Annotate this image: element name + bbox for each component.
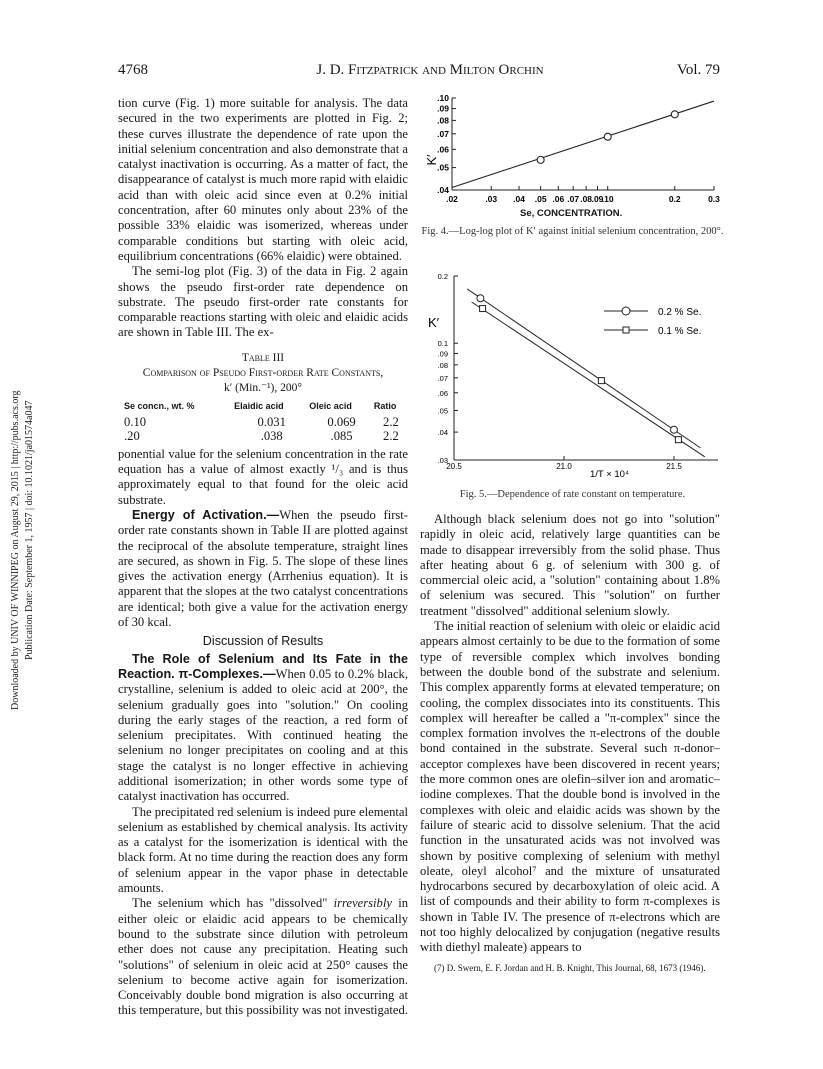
fig4-data-point <box>671 111 678 118</box>
table-cell: 2.2 <box>383 414 399 429</box>
fig4-y-tick-label: .07 <box>437 128 449 139</box>
fig5-y-tick-label: 0.2 <box>437 272 448 281</box>
fig5-y-tick-label: .04 <box>437 428 448 438</box>
legend-entry: 0.2 % Se. <box>658 307 702 318</box>
fig5-y-axis-label: K′ <box>428 315 440 330</box>
paragraph: The semi-log plot (Fig. 3) of the data in Fig. 2 again shows the pseudo first-order rate dependence on substrate. The pseudo first-order rate constants for comparable reactions starting with oleic and elaidic acids are shown in Table III. The ex- <box>118 264 408 340</box>
fig5-data-point <box>480 306 486 312</box>
table-row <box>118 429 408 443</box>
rate-constants-table <box>118 402 408 443</box>
fig5-data-point <box>675 437 681 443</box>
fig4-x-tick-label: 0.2 <box>668 194 681 204</box>
fig5-data-point <box>477 295 484 302</box>
paragraph <box>118 508 408 630</box>
run-in-heading: Energy of Activation.— <box>132 507 280 522</box>
legend-circle-marker <box>622 307 630 315</box>
fig4-x-tick-label: .07 <box>567 194 580 204</box>
fig5-y-tick-label: .05 <box>437 406 448 416</box>
fig4-x-tick-label: .09 <box>591 194 604 204</box>
paragraph: tion curve (Fig. 1) more suitable for analysis. The data secured in the two experiments are plotted in Fig. 2; these curves illustrate the dependence of rate upon the initial selenium concentration and also demonstrate that a catalyst inactivation is occurring. As a matter of fact, the disappearance of catalyst is much more rapid with elaidic acid than with oleic acid since even at 0.2% initial concentration, after 60 minutes only about 23% of the possible 33% elaidic was isomerized, whereas under comparable conditions but starting with oleic acid, equilibrium concentrations (66% elaidic) were obtained. <box>118 96 408 263</box>
figure-4-caption: Fig. 4.—Log-log plot of K′ against initial selenium concentration, 200°. <box>421 226 724 237</box>
fig5-x-tick-label: 20.5 <box>446 462 462 471</box>
table-subtitle: k′ (Min.⁻¹), 200° <box>224 381 302 394</box>
table-cell: .20 <box>124 428 140 443</box>
fig5-x-tick-label: 21.0 <box>556 462 572 471</box>
table-row <box>118 415 408 429</box>
fig4-y-tick-label: .04 <box>437 185 449 195</box>
paragraph-text: When the pseudo first-order rate constants shown in Table II are plotted against the reciprocal of the absolute temperature, straight lines are secured, as shown in Fig. 5. The slope of these lines gives the activation energy (Arrhenius equation). It is apparent that the slopes at the two catalyst concentrations are identical; both give a value for the activation energy of 30 kcal. <box>118 507 409 630</box>
fig4-x-tick-label: .04 <box>513 194 525 204</box>
figure-5-caption: Fig. 5.—Dependence of rate constant on temperature. <box>459 489 686 500</box>
legend-entry: 0.1 % Se. <box>658 326 702 337</box>
table-header: Oleic acid <box>309 400 352 411</box>
table-header: Elaidic acid <box>234 400 284 411</box>
running-title: J. D. Fitzpatrick and Milton Orchin <box>316 62 544 78</box>
fig4-y-axis-label: K′ <box>424 154 439 166</box>
paragraph-text: When 0.05 to 0.2% black, crystalline, selenium is added to oleic acid at 200°, the selenium gradually goes into "solution." On cooling during the early stages of the reaction, a red form of selenium precipitates. With continued heating the selenium no longer precipitates on cooling and at this stage the catalyst is no longer effective in achieving additional isomerization; in other words some type of catalyst inactivation has occurred. <box>118 666 409 804</box>
fig4-marks <box>452 101 714 187</box>
run-in-heading: The Role of Selenium and Its Fate in the Reaction. π-Complexes.— <box>118 651 408 681</box>
paragraph-text: The selenium which has "dissolved" <box>132 896 334 911</box>
fig5-data-point <box>598 378 604 384</box>
table-title: Comparison of Pseudo First-order Rate Constants, <box>142 366 384 379</box>
table-header: Se concn., wt. % <box>124 400 195 411</box>
fig4-axes <box>437 93 720 204</box>
fig4-x-tick-label: .08 <box>580 194 593 204</box>
publication-notice: Publication Date: September 1, 1957 | doi: 10.1021/ja01574a047 <box>24 400 35 660</box>
fig5-legend <box>604 307 701 337</box>
fig5-y-tick-label: .09 <box>437 349 448 359</box>
fig4-y-tick-label: .10 <box>437 93 449 103</box>
paragraph-text: in either oleic or elaidic acid appears to be chemically bound to the substrate since dilution with petroleum ether does not cause any precipitation. Heating such "solutions" of selenium in oleic acid at 250° causes the selenium to become active again for isomerization. Conceivably double bond migration is also occurring at this temperature, but this possibility was not investigated. <box>118 896 408 1018</box>
paragraph: Although black selenium does not go into "solution" rapidly in oleic acid, relatively large quantities can be made to disappear irreversibly from the solid phase. Thus after heating about 6 g. of selenium with 300 g. of commercial oleic acid, a "solution" containing about 1.8% of selenium was secured. This "solution" on further treatment "dissolved" additional selenium slowly. <box>420 512 720 618</box>
figure-4-chart <box>418 92 724 222</box>
footnote: (7) D. Swern, E. F. Jordan and H. B. Knight, This Journal, 68, 1673 (1946). <box>434 962 706 973</box>
left-column <box>118 96 408 1019</box>
fig5-y-tick-label: .03 <box>437 456 448 465</box>
table-cell: 0.031 <box>257 414 286 429</box>
fig4-x-tick-label: .03 <box>485 194 498 204</box>
right-column <box>420 512 720 974</box>
table-cell: 0.10 <box>124 414 147 429</box>
table-cell: .038 <box>260 428 283 443</box>
paragraph <box>118 896 408 1018</box>
table-cell: .085 <box>330 428 353 443</box>
legend-square-marker <box>623 327 629 333</box>
download-notice: Downloaded by UNIV OF WINNIPEG on August 29, 2015 | http://pubs.acs.org <box>10 390 21 710</box>
fig5-y-tick-label: .06 <box>437 388 448 398</box>
table-cell: 2.2 <box>383 428 399 443</box>
fig4-x-tick-label: .05 <box>534 194 547 204</box>
fig4-y-tick-label: .06 <box>437 144 449 155</box>
paragraph: The initial reaction of selenium with oleic or elaidic acid appears almost certainly to be due to the formation of some type of reversible complex which involves bonding between the double bond of the substrate and selenium. This complex apparently forms at elevated temperature; on cooling, the complex dissociates into its constituents. This complex will hereafter be called a "π-complex" since the complex formation involves the π-electrons of the double bond contained in the substrate. Several such π-donor–acceptor complexes have been discovered in recent years; the more common ones are olefin–silver ion and aromatic–iodine complexes. That the double bond is involved in the complexes with oleic and elaidic acids was shown by the failure of stearic acid to dissolve selenium. That the acid function in the unsaturated acids was not involved was shown by positive complexing of selenium with methyl oleate, oleyl alcohol⁷ and the mixture of unsaturated hydrocarbons secured by decarboxylation of oleic acid. A list of compounds and their ability to form π-complexes is shown in Table IV. The presence of π-electrons which are not too highly delocalized by conjugation (negative results with diethyl maleate) appears to <box>420 619 720 955</box>
fig4-x-tick-label: 0.3 <box>708 194 720 204</box>
table-header: Ratio <box>373 400 397 411</box>
fig5-data-point <box>671 426 678 433</box>
paragraph: The precipitated red selenium is indeed pure elemental selenium as established by chemical analysis. Its activity as a catalyst for the isomerization is identical with the black form. At no time during the reaction does any form of selenium appear in the vapor phase in detectable amounts. <box>118 804 408 896</box>
page-number: 4768 <box>118 62 148 78</box>
fig4-y-tick-label: .08 <box>437 115 449 126</box>
fig4-data-point <box>604 133 611 140</box>
section-title: Discussion of Results <box>202 634 324 649</box>
fig4-y-tick-label: .09 <box>437 103 449 114</box>
fig4-x-axis-label: Se, CONCENTRATION. <box>520 208 623 219</box>
paragraph: ponential value for the selenium concentration in the rate equation has a value of almost exactly ¹/₃ and is thus approximately equal to that found for the oleic acid substrate. <box>118 446 408 507</box>
fig5-y-tick-label: .07 <box>437 373 448 383</box>
table-cell: 0.069 <box>327 414 356 429</box>
fig4-x-tick-label: .10 <box>601 194 614 204</box>
fig4-data-point <box>537 156 544 163</box>
fig4-y-tick-label: .05 <box>437 162 449 173</box>
fig5-y-tick-label: 0.1 <box>437 339 448 349</box>
volume: Vol. 79 <box>676 62 720 78</box>
fig5-x-axis-label: 1/T × 10⁴ <box>590 469 630 480</box>
fig5-y-tick-label: .08 <box>437 360 448 370</box>
fig4-x-tick-label: .06 <box>552 194 565 204</box>
fig5-x-tick-label: 21.5 <box>666 462 682 471</box>
figure-5-chart <box>418 270 724 480</box>
paragraph <box>118 652 408 805</box>
emphasis: irreversibly <box>333 896 392 911</box>
fig4-x-tick-label: .02 <box>446 194 458 204</box>
table-label: Table III <box>241 351 285 364</box>
